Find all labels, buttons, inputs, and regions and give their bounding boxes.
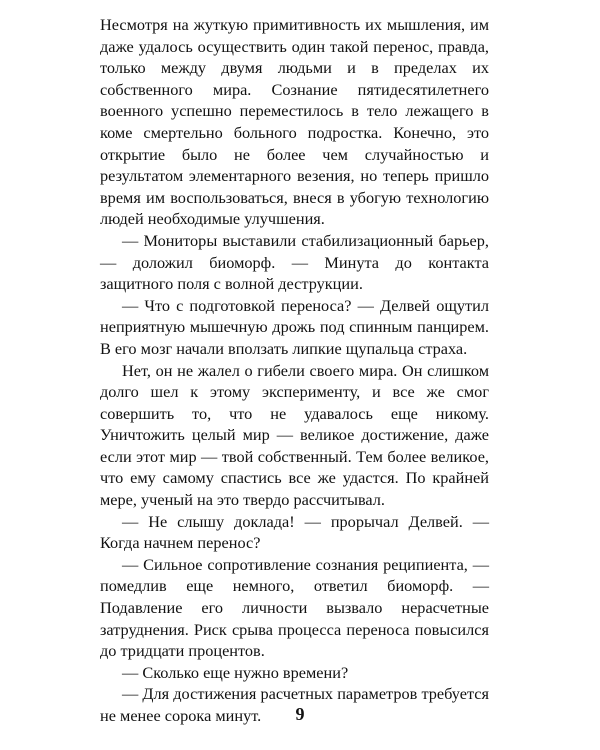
paragraph: — Что с подготовкой переноса? — Делвей ощутил неприятную мышечную дрожь под спинным панцирем. В его мозг начали вползать липкие щупальца страха. [100,295,489,358]
paragraph: Несмотря на жуткую примитивность их мышления, им даже удалось осуществить один такой перенос, правда, только между двумя людьми и в пределах их собственного мира. Сознание пятидесятилетнего военного успешно переместилось в тело лежащего в коме смертельно больного подростка. Конечно, это открытие было не более чем случайностью и результатом элементарного везения, но теперь пришло время им воспользоваться, внеся в убогую технологию людей необходимые улучшения. [100,15,489,229]
body-text [100,14,489,727]
page-number: 9 [295,704,305,724]
paragraph: — Не слышу доклада! — прорычал Делвей. — Когда начнем перенос? [100,511,489,553]
paragraph: — Для достижения расчетных параметров требуется не менее сорока минут. [100,684,489,725]
paragraph: Нет, он не жалел о гибели своего мира. Он слишком долго шел к этому эксперименту, и все же смог совершить то, что не удавалось еще никому. Уничтожить целый мир — великое достижение, даже если этот мир — твой собственный. Тем более великое, что ему самому спастись все же удастся. По крайней мере, ученый на это твердо рассчитывал. [100,360,489,510]
paragraph: — Сколько еще нужно времени? [122,662,349,682]
paragraph: — Сильное сопротивление сознания реципиента, — помедлив еще немного, ответил биоморф. — Подавление его личности вызвало нерасчетные затруднения. Риск срыва процесса переноса повысился до тридцати процентов. [100,554,489,661]
paragraph: — Мониторы выставили стабилизационный барьер, — доложил биоморф. — Минута до контакта защитного поля с волной деструкции. [100,230,489,294]
